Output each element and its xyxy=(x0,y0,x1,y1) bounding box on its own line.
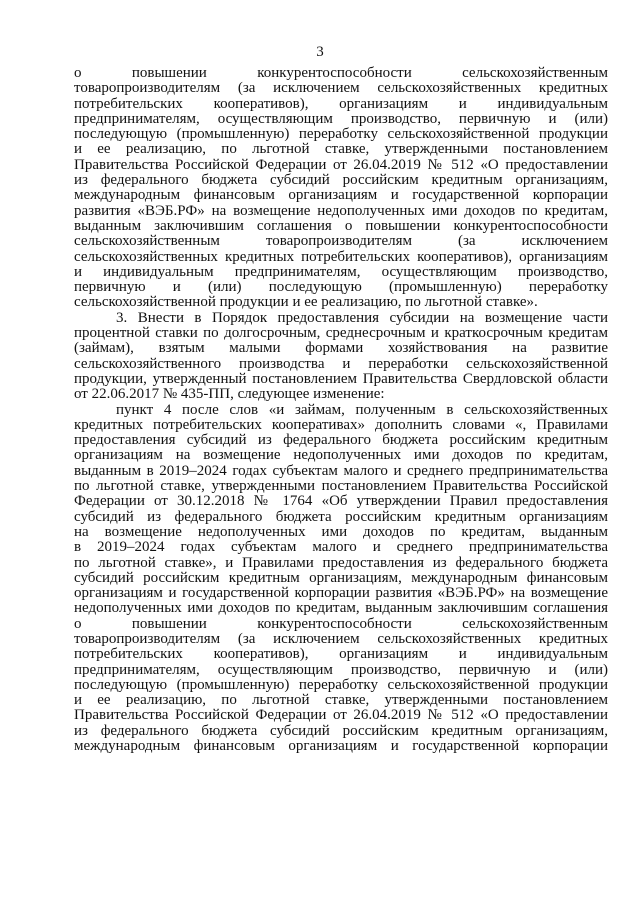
text-line: из федерального бюджета субсидий российским кредитным организациям, xyxy=(74,172,608,189)
text-line: 3. Внести в Порядок предоставления субсидии на возмещение части xyxy=(116,309,608,326)
text-line: субсидий из федерального бюджета российским кредитным организациям xyxy=(74,508,608,525)
text-line: первичную и (или) последующую (промышленную) переработку xyxy=(74,279,608,296)
text-line: предпринимателям, осуществляющим производство, первичную и (или) xyxy=(74,661,608,678)
page-number: 3 xyxy=(316,44,324,60)
text-line: предоставления субсидий из федерального бюджета российским кредитным xyxy=(74,432,608,449)
text-line: от 22.06.2017 № 435-ПП, следующее изменение: xyxy=(74,386,385,403)
text-line: последующую (промышленную) переработку сельскохозяйственной продукции xyxy=(74,126,608,143)
text-line: товаропроизводителям (за исключением сельскохозяйственных кредитных xyxy=(74,630,608,647)
text-line: на возмещение недополученных ими доходов по кредитам, выданным xyxy=(74,523,608,540)
text-line: из федерального бюджета субсидий российским кредитным организациям, xyxy=(74,722,608,739)
text-line: Федерации от 30.12.2018 № 1764 «Об утверждении Правил предоставления xyxy=(74,493,608,510)
text-line: последующую (промышленную) переработку сельскохозяйственной продукции xyxy=(74,676,608,693)
text-line: организациям и государственной корпорации развития «ВЭБ.РФ» на возмещение xyxy=(74,585,608,602)
text-line: организациям на возмещение недополученных ими доходов по кредитам, xyxy=(74,447,608,464)
text-line: по льготной ставке, утвержденными постановлением Правительства Российской xyxy=(74,478,608,495)
text-line: в 2019–2024 годах субъектам малого и среднего предпринимательства xyxy=(74,539,608,556)
text-line: товаропроизводителям (за исключением сельскохозяйственных кредитных xyxy=(74,80,608,97)
text-line: международным финансовым организациям и государственной корпорации xyxy=(74,187,608,204)
text-line: сельскохозяйственного производства и переработки сельскохозяйственной xyxy=(74,355,608,372)
document-body xyxy=(74,66,608,754)
text-line: и ее реализацию, по льготной ставке, утвержденными постановлением xyxy=(74,692,608,709)
text-line: выданным в 2019–2024 годах субъектам малого и среднего предпринимательства xyxy=(74,462,608,479)
text-line: международным финансовым организациям и государственной корпорации xyxy=(74,738,608,755)
text-line: субсидий российским кредитным организациям, международным финансовым xyxy=(74,569,608,586)
text-line: выданным заключившим соглашения о повышении конкурентоспособности xyxy=(74,217,608,234)
text-line: (займам), взятым малыми формами хозяйствования на развитие xyxy=(74,340,608,357)
text-line: кредитных потребительских кооперативах» дополнить словами «, Правилами xyxy=(74,416,608,433)
text-line: по льготной ставке», и Правилами предоставления из федерального бюджета xyxy=(74,554,608,571)
text-line: потребительских кооперативов), организациям и индивидуальным xyxy=(74,95,608,112)
text-line: процентной ставки по долгосрочным, среднесрочным и краткосрочным кредитам xyxy=(74,325,608,342)
text-line: потребительских кооперативов), организациям и индивидуальным xyxy=(74,646,608,663)
text-line: сельскохозяйственных кредитных потребительских кооперативов), организациям xyxy=(74,248,608,265)
text-line: продукции, утвержденный постановлением Правительства Свердловской области xyxy=(74,370,608,387)
text-line: сельскохозяйственным товаропроизводителям (за исключением xyxy=(74,233,608,250)
text-line: недополученных ими доходов по кредитам, выданным заключившим соглашения xyxy=(74,600,608,617)
text-line: Правительства Российской Федерации от 26.04.2019 № 512 «О предоставлении xyxy=(74,156,608,173)
text-line: Правительства Российской Федерации от 26.04.2019 № 512 «О предоставлении xyxy=(74,707,608,724)
text-line: о повышении конкурентоспособности сельскохозяйственным xyxy=(74,615,608,632)
text-line: и ее реализацию, по льготной ставке, утвержденными постановлением xyxy=(74,141,608,158)
text-line: пункт 4 после слов «и займам, полученным в сельскохозяйственных xyxy=(116,401,608,418)
text-line: о повышении конкурентоспособности сельскохозяйственным xyxy=(74,65,608,81)
text-line: сельскохозяйственной продукции и ее реализацию, по льготной ставке». xyxy=(74,294,538,311)
text-line: предпринимателям, осуществляющим производство, первичную и (или) xyxy=(74,110,608,127)
text-line: и индивидуальным предпринимателям, осуществляющим производство, xyxy=(74,263,608,280)
text-line: развития «ВЭБ.РФ» на возмещение недополученных ими доходов по кредитам, xyxy=(74,202,608,219)
